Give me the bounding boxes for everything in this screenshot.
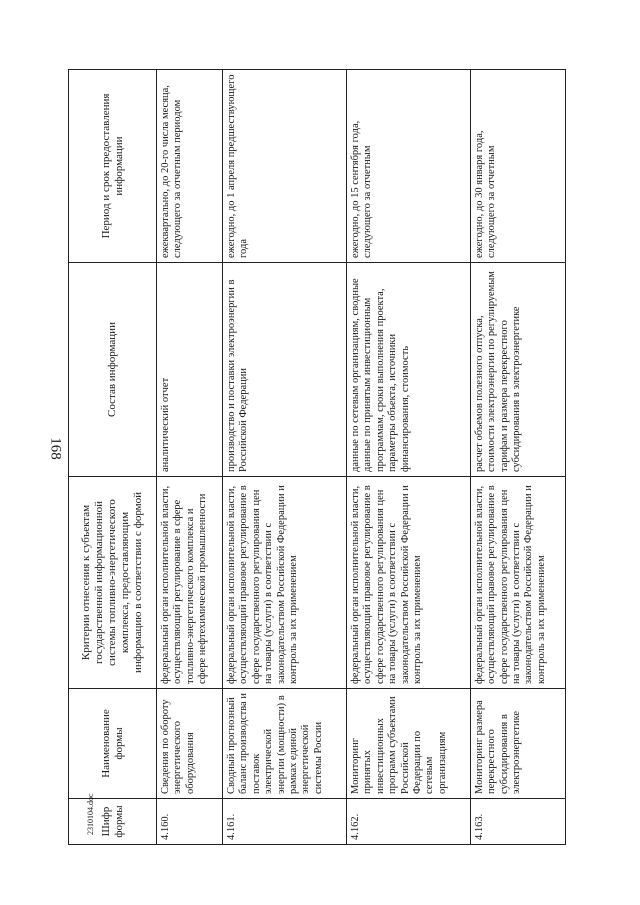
cell-period: ежегодно, до 1 апреля предшествующего года <box>223 70 347 263</box>
cell-code: 4.161. <box>223 799 347 845</box>
cell-composition: данные по сетевым организациям, сводные данные по принятым инвестиционным программам, сроки выполнения проекта, параметры объекта, источники финансирования, стоимость <box>347 263 471 477</box>
cell-criteria: федеральный орган исполнительной власти, осуществляющий правовое регулирование в сфере государственного регулирования цен на товары (услуги) в соответствии с законодательством Российской Федерации и контроль за их применением <box>470 477 565 689</box>
header-period: Период и срок предоставления информации <box>69 70 157 263</box>
cell-name: Сведения по обороту энергетического оборудования <box>157 689 223 799</box>
table-header-row <box>69 70 157 845</box>
table-rotated-wrapper <box>68 70 566 845</box>
page-number: 168 <box>47 437 64 460</box>
cell-composition: аналитический отчет <box>157 263 223 477</box>
cell-code: 4.163. <box>470 799 565 845</box>
cell-period: ежегодно, до 15 сентября года, следующего за отчетным <box>347 70 471 263</box>
forms-table <box>68 69 566 845</box>
cell-name: Мониторинг принятых инвестиционных программ субъектами Российской Федерации по сетевым организациям <box>347 689 471 799</box>
cell-name: Мониторинг размера перекрестного субсидирования в электроэнергетике <box>470 689 565 799</box>
cell-period: ежеквартально, до 20-го числа месяца, следующего за отчетным периодом <box>157 70 223 263</box>
cell-code: 4.160. <box>157 799 223 845</box>
header-code: Шифр формы <box>69 799 157 845</box>
header-criteria: Критерии отнесения к субъектам государственной информационной системы топливно-энергетического комплекса, предоставляющим информацию в соответствии с формой <box>69 477 157 689</box>
cell-period: ежегодно, до 30 января года, следующего за отчетным <box>470 70 565 263</box>
cell-criteria: федеральный орган исполнительной власти, осуществляющий правовое регулирование в сфере государственного регулирования цен на товары (услуги) в соответствии с законодательством Российской Федерации и контроль за их применением <box>223 477 347 689</box>
footer-filename: 2310104.doc <box>86 793 95 835</box>
cell-composition: расчет объемов полезного отпуска, стоимости электроэнергии по регулируемым тарифам и размера перекрестного субсидирования в электроэнергетике <box>470 263 565 477</box>
header-composition: Состав информации <box>69 263 157 477</box>
cell-code: 4.162. <box>347 799 471 845</box>
cell-composition: производство и поставки электроэнергии в Российской Федерации <box>223 263 347 477</box>
header-name: Наименование формы <box>69 689 157 799</box>
table-row <box>470 70 565 845</box>
table-row <box>157 70 223 845</box>
cell-criteria: федеральный орган исполнительной власти, осуществляющий правовое регулирование в сфере государственного регулирования цен на товары (услуги) в соответствии с законодательством Российской Федерации и контроль за их применением <box>347 477 471 689</box>
cell-name: Сводный прогнозный баланс производства и поставок электрической энергии (мощности) в рамках единой энергетической системы России <box>223 689 347 799</box>
table-row <box>223 70 347 845</box>
table-row <box>347 70 471 845</box>
cell-criteria: федеральный орган исполнительной власти, осуществляющий регулирование в сфере топливно-энергетического комплекса и сфере нефтехимической промышленности <box>157 477 223 689</box>
